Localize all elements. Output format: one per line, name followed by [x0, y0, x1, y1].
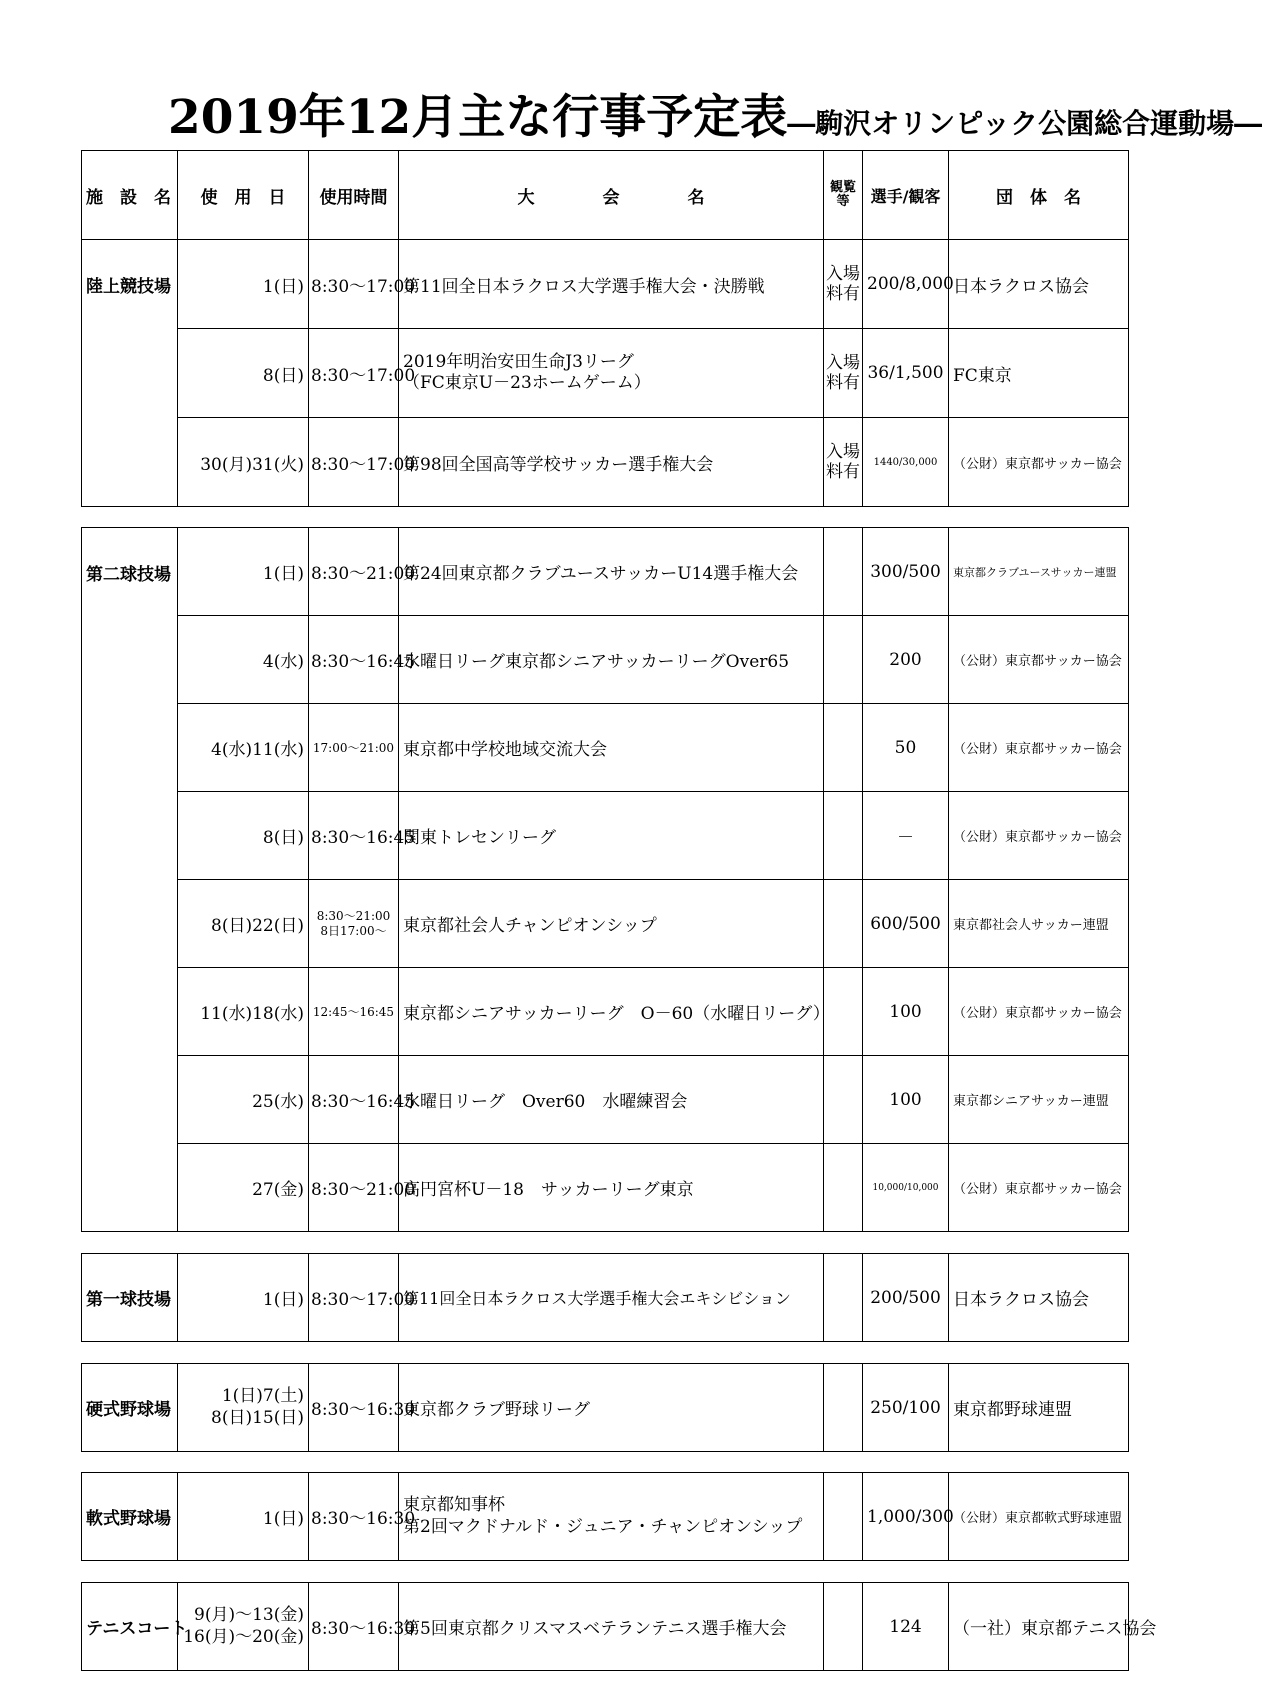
org-cell: 東京都シニアサッカー連盟 — [949, 1056, 1129, 1144]
time-cell — [309, 880, 399, 968]
event-cell: 第11回全日本ラクロス大学選手権大会・決勝戦 — [399, 240, 824, 329]
title-sub: ―駒沢オリンピック公園総合運動場― — [787, 107, 1262, 140]
org-cell: （公財）東京都サッカー協会 — [949, 792, 1129, 880]
table-row — [82, 1473, 1129, 1561]
count-cell: 200/500 — [863, 1254, 949, 1342]
header-event: 大 会 名 — [399, 151, 824, 240]
entry-fee-cell — [824, 1144, 863, 1232]
time-cell: 8:30～16:45 — [309, 1056, 399, 1144]
header-time: 使用時間 — [309, 151, 399, 240]
date-cell: 1(日) — [178, 528, 309, 616]
header-count: 選手/観客 — [863, 151, 949, 240]
date-cell: 8(日) — [178, 329, 309, 418]
entry-fee-cell — [824, 792, 863, 880]
event-cell — [399, 329, 824, 418]
entry-fee-cell — [824, 1583, 863, 1671]
table-row — [82, 704, 1129, 792]
event-line-2: （FC東京U－23ホームゲーム） — [403, 373, 651, 393]
header-table — [81, 150, 1129, 240]
event-line-2: 第2回マクドナルド・ジュニア・チャンピオンシップ — [403, 1516, 803, 1537]
table-row — [82, 1144, 1129, 1232]
table-row — [82, 528, 1129, 616]
date-cell: 27(金) — [178, 1144, 309, 1232]
time-cell: 12:45～16:45 — [309, 968, 399, 1056]
facility-name: 硬式野球場 — [82, 1364, 178, 1452]
date-cell: 4(水)11(水) — [178, 704, 309, 792]
entry-fee-cell — [824, 1364, 863, 1452]
org-cell: 日本ラクロス協会 — [949, 1254, 1129, 1342]
time-cell: 8:30～17:00 — [309, 329, 399, 418]
section-hardball-field — [81, 1363, 1129, 1452]
entry-fee-cell — [824, 616, 863, 704]
date-cell — [178, 1364, 309, 1452]
section-softball-field — [81, 1472, 1129, 1561]
event-cell: 高円宮杯U－18 サッカーリーグ東京 — [399, 1144, 824, 1232]
org-cell: （一社）東京都テニス協会 — [949, 1583, 1129, 1671]
date-cell: 1(日) — [178, 1254, 309, 1342]
org-cell: 日本ラクロス協会 — [949, 240, 1129, 329]
date-cell: 8(日)22(日) — [178, 880, 309, 968]
date-line-1: 9(月)～13(金) — [194, 1605, 304, 1626]
count-cell: 10,000/10,000 — [863, 1144, 949, 1232]
event-cell: 東京都中学校地域交流大会 — [399, 704, 824, 792]
event-cell: 第11回全日本ラクロス大学選手権大会エキシビション — [399, 1254, 824, 1342]
table-row — [82, 418, 1129, 507]
count-cell: 1440/30,000 — [863, 418, 949, 507]
count-cell: 100 — [863, 1056, 949, 1144]
date-cell: 1(日) — [178, 1473, 309, 1561]
org-cell: FC東京 — [949, 329, 1129, 418]
event-line-1: 2019年明治安田生命J3リーグ — [403, 351, 634, 372]
section-athletics-stadium — [81, 239, 1129, 507]
date-cell: 8(日) — [178, 792, 309, 880]
header-facility: 施 設 名 — [82, 151, 178, 240]
time-cell: 8:30～17:00 — [309, 1254, 399, 1342]
date-cell: 25(水) — [178, 1056, 309, 1144]
entry-fee-cell — [824, 704, 863, 792]
event-cell: 第98回全国高等学校サッカー選手権大会 — [399, 418, 824, 507]
event-cell: 東京都シニアサッカーリーグ O－60（水曜日リーグ） — [399, 968, 824, 1056]
table-row — [82, 1583, 1129, 1671]
event-cell: 東京都社会人チャンピオンシップ — [399, 880, 824, 968]
header-date: 使 用 日 — [178, 151, 309, 240]
date-cell: 1(日) — [178, 240, 309, 329]
table-row — [82, 240, 1129, 329]
date-line-1: 1(日)7(土) — [221, 1386, 304, 1407]
time-line-2: 8日17:00～ — [320, 923, 387, 938]
facility-name: 第二球技場 — [82, 528, 178, 1232]
time-cell: 8:30～16:30 — [309, 1473, 399, 1561]
count-cell: 600/500 — [863, 880, 949, 968]
header-org: 団 体 名 — [949, 151, 1129, 240]
event-cell: 第5回東京都クリスマスベテランテニス選手権大会 — [399, 1583, 824, 1671]
org-cell: （公財）東京都サッカー協会 — [949, 704, 1129, 792]
date-cell — [178, 1583, 309, 1671]
entry-fee-cell: 入場料有 — [824, 240, 863, 329]
date-line-2: 16(月)～20(金) — [183, 1626, 304, 1647]
time-cell: 8:30～17:00 — [309, 418, 399, 507]
count-cell: 1,000/300 — [863, 1473, 949, 1561]
section-first-ball-field — [81, 1253, 1129, 1342]
time-cell: 17:00～21:00 — [309, 704, 399, 792]
event-cell: 第24回東京都クラブユースサッカーU14選手権大会 — [399, 528, 824, 616]
header-spectate: 観覧等 — [824, 151, 863, 240]
date-cell: 11(水)18(水) — [178, 968, 309, 1056]
time-cell: 8:30～16:45 — [309, 792, 399, 880]
org-cell: （公財）東京都サッカー協会 — [949, 968, 1129, 1056]
count-cell: 100 — [863, 968, 949, 1056]
entry-fee-cell: 入場料有 — [824, 418, 863, 507]
event-cell: 東京都クラブ野球リーグ — [399, 1364, 824, 1452]
facility-name: 第一球技場 — [82, 1254, 178, 1342]
org-cell: （公財）東京都サッカー協会 — [949, 616, 1129, 704]
event-cell: 水曜日リーグ Over60 水曜練習会 — [399, 1056, 824, 1144]
time-cell: 8:30～21:00 — [309, 1144, 399, 1232]
section-tennis-court — [81, 1582, 1157, 1671]
event-cell: 水曜日リーグ東京都シニアサッカーリーグOver65 — [399, 616, 824, 704]
date-cell: 30(月)31(火) — [178, 418, 309, 507]
date-cell: 4(水) — [178, 616, 309, 704]
time-cell: 8:30～21:00 — [309, 528, 399, 616]
count-cell: － — [863, 792, 949, 880]
entry-fee-cell: 入場料有 — [824, 329, 863, 418]
table-row — [82, 1364, 1129, 1452]
org-cell: （公財）東京都サッカー協会 — [949, 1144, 1129, 1232]
time-cell: 8:30～16:30 — [309, 1364, 399, 1452]
time-cell: 8:30～16:45 — [309, 616, 399, 704]
entry-fee-cell — [824, 1056, 863, 1144]
count-cell: 300/500 — [863, 528, 949, 616]
facility-name: 陸上競技場 — [82, 240, 178, 507]
table-row — [82, 968, 1129, 1056]
org-cell: 東京都野球連盟 — [949, 1364, 1129, 1452]
time-line-1: 8:30～21:00 — [316, 908, 391, 923]
org-cell: （公財）東京都軟式野球連盟 — [949, 1473, 1129, 1561]
org-cell: 東京都社会人サッカー連盟 — [949, 880, 1129, 968]
table-row — [82, 880, 1129, 968]
table-row — [82, 792, 1129, 880]
time-cell: 8:30～16:30 — [309, 1583, 399, 1671]
count-cell: 200/8,000 — [863, 240, 949, 329]
document-title — [168, 80, 1262, 147]
count-cell: 50 — [863, 704, 949, 792]
event-cell — [399, 1473, 824, 1561]
entry-fee-cell — [824, 528, 863, 616]
table-row — [82, 616, 1129, 704]
table-row — [82, 329, 1129, 418]
entry-fee-cell — [824, 1254, 863, 1342]
facility-name: テニスコート — [82, 1583, 178, 1671]
table-row — [82, 1056, 1129, 1144]
title-main: 2019年12月主な行事予定表 — [168, 90, 788, 145]
count-cell: 250/100 — [863, 1364, 949, 1452]
count-cell: 36/1,500 — [863, 329, 949, 418]
count-cell: 200 — [863, 616, 949, 704]
event-line-1: 東京都知事杯 — [403, 1495, 505, 1516]
time-cell: 8:30～17:00 — [309, 240, 399, 329]
org-cell: 東京都クラブユースサッカー連盟 — [949, 528, 1129, 616]
org-cell: （公財）東京都サッカー協会 — [949, 418, 1129, 507]
section-second-ball-field — [81, 527, 1129, 1232]
date-line-2: 8(日)15(日) — [211, 1407, 304, 1428]
facility-name: 軟式野球場 — [82, 1473, 178, 1561]
count-cell: 124 — [863, 1583, 949, 1671]
table-row — [82, 1254, 1129, 1342]
event-cell: 関東トレセンリーグ — [399, 792, 824, 880]
entry-fee-cell — [824, 880, 863, 968]
entry-fee-cell — [824, 1473, 863, 1561]
